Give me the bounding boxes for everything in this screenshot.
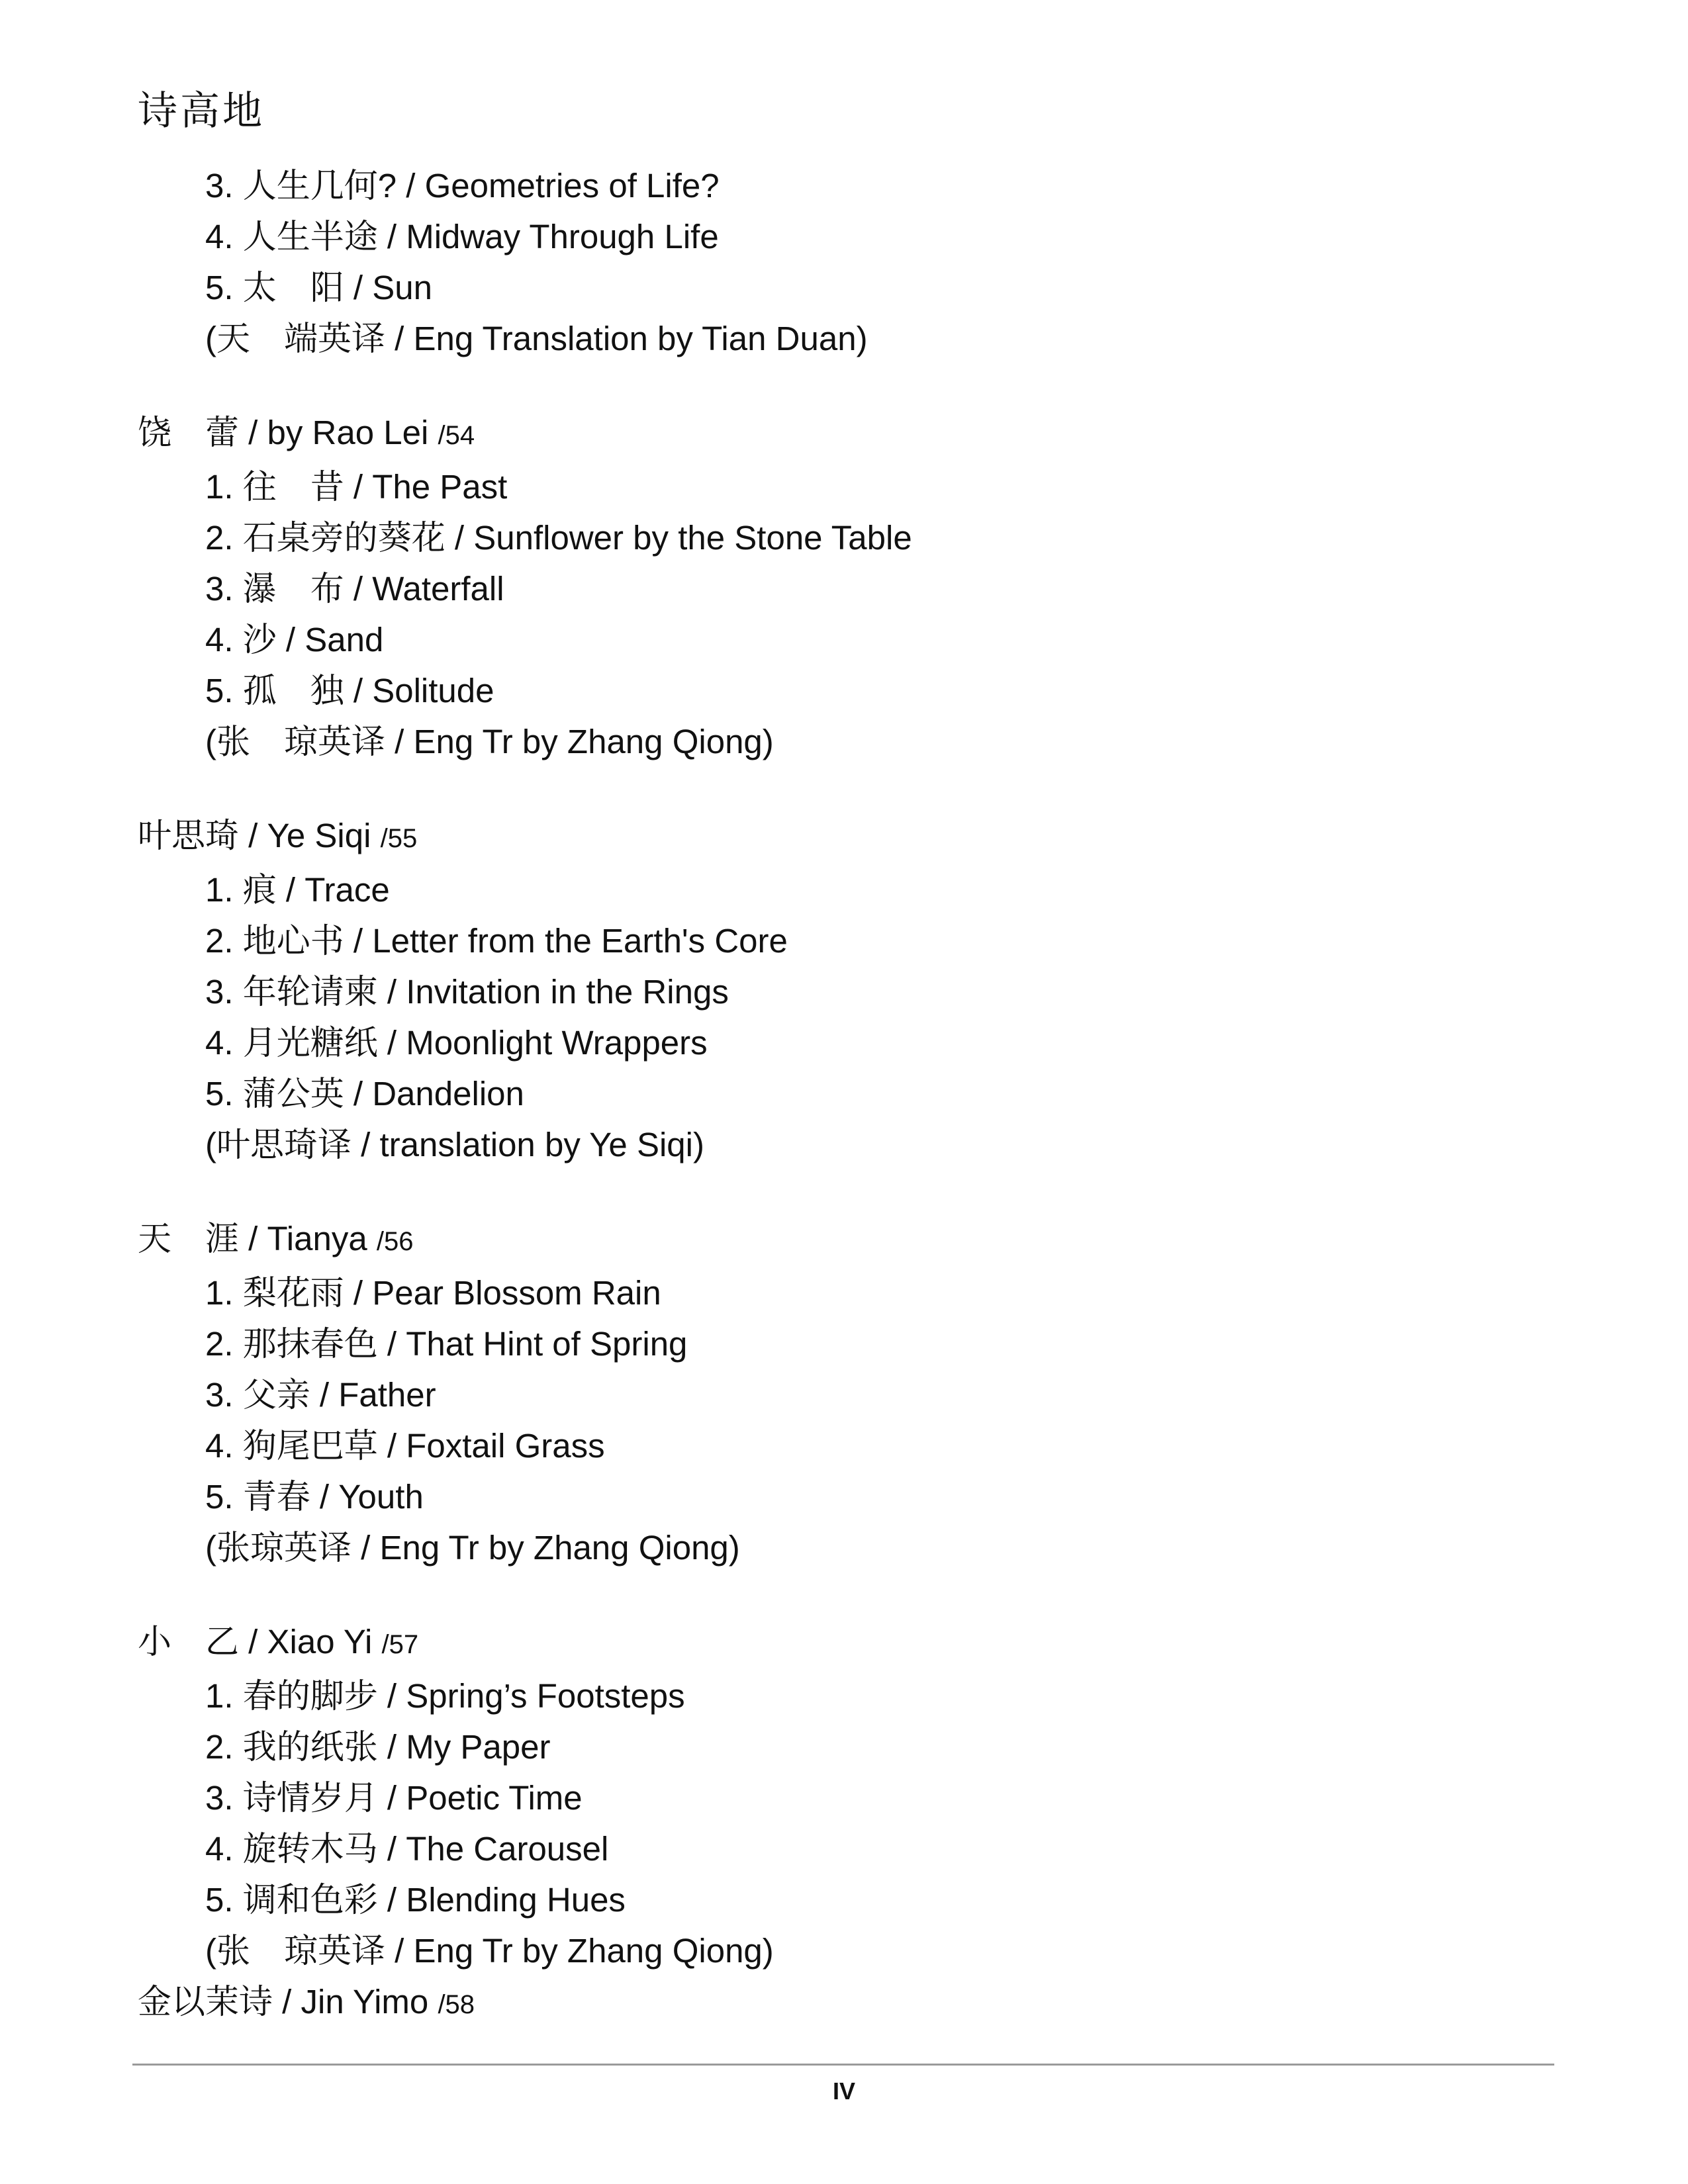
toc-item[interactable]: 1. 梨花雨 / Pear Blossom Rain [205, 1274, 661, 1312]
toc-author-entry[interactable] [138, 1616, 1528, 1670]
toc-item[interactable]: 1. 往 昔 / The Past [205, 468, 508, 506]
toc-translator-note: (张 琼英译 / Eng Tr by Zhang Qiong) [205, 723, 774, 760]
section-gap [138, 1170, 1528, 1213]
toc-author-entry[interactable] [138, 810, 1528, 864]
toc-item[interactable]: 1. 痕 / Trace [205, 871, 390, 909]
toc-author-entry[interactable] [138, 1213, 1528, 1267]
page-number: /57 [381, 1630, 419, 1659]
page-number: /56 [376, 1227, 414, 1256]
toc-item[interactable]: 3. 父亲 / Father [205, 1376, 436, 1414]
toc-item[interactable]: 5. 调和色彩 / Blending Hues [205, 1881, 626, 1919]
author-name: 饶 蕾 / by Rao Lei [138, 414, 438, 451]
toc-translator-note: (天 端英译 / Eng Translation by Tian Duan) [205, 320, 868, 357]
toc-item[interactable]: 4. 沙 / Sand [205, 621, 384, 659]
toc-item[interactable]: 3. 瀑 布 / Waterfall [205, 570, 504, 608]
page-footer-number: IV [832, 2077, 855, 2105]
toc-item[interactable]: 5. 青春 / Youth [205, 1478, 424, 1516]
toc-item[interactable]: 3. 人生几何? / Geometries of Life? [205, 167, 720, 205]
page-number: /54 [438, 421, 475, 450]
toc-translator-note: (张 琼英译 / Eng Tr by Zhang Qiong) [205, 1932, 774, 1970]
toc-author-entry[interactable] [138, 407, 1528, 461]
toc-item[interactable]: 4. 人生半途 / Midway Through Life [205, 218, 719, 255]
page-number: /55 [380, 824, 418, 853]
toc-item[interactable]: 4. 月光糖纸 / Moonlight Wrappers [205, 1024, 708, 1062]
page-number: /58 [438, 1990, 475, 2019]
toc-author-entry[interactable] [138, 1976, 1528, 2030]
toc-item[interactable]: 4. 旋转木马 / The Carousel [205, 1830, 609, 1868]
toc-item[interactable]: 1. 春的脚步 / Spring’s Footsteps [205, 1677, 685, 1715]
section-gap [138, 767, 1528, 810]
footer-divider [132, 2064, 1554, 2066]
toc-item[interactable]: 2. 那抹春色 / That Hint of Spring [205, 1325, 688, 1363]
section-gap [138, 1573, 1528, 1616]
toc-item[interactable]: 4. 狗尾巴草 / Foxtail Grass [205, 1427, 605, 1465]
toc-item[interactable]: 5. 蒲公英 / Dandelion [205, 1075, 524, 1113]
author-name: 叶思琦 / Ye Siqi [138, 817, 381, 854]
toc-translator-note: (叶思琦译 / translation by Ye Siqi) [205, 1126, 704, 1163]
author-name: 金以茉诗 / Jin Yimo [138, 1983, 438, 2021]
author-name: 小 乙 / Xiao Yi [138, 1623, 382, 1661]
toc-translator-note: (张琼英译 / Eng Tr by Zhang Qiong) [205, 1529, 740, 1567]
running-header-title: 诗高地 [138, 88, 265, 134]
toc-item[interactable]: 2. 我的纸张 / My Paper [205, 1728, 551, 1766]
toc-item[interactable]: 2. 地心书 / Letter from the Earth's Core [205, 922, 788, 960]
toc-item[interactable]: 5. 孤 独 / Solitude [205, 672, 494, 709]
author-name: 天 涯 / Tianya [138, 1220, 377, 1257]
toc-item[interactable]: 5. 太 阳 / Sun [205, 269, 432, 306]
table-of-contents [138, 160, 1528, 2030]
toc-item[interactable]: 3. 年轮请柬 / Invitation in the Rings [205, 973, 729, 1011]
toc-item[interactable]: 2. 石桌旁的葵花 / Sunflower by the Stone Table [205, 519, 912, 557]
section-gap [138, 364, 1528, 407]
toc-item[interactable]: 3. 诗情岁月 / Poetic Time [205, 1779, 583, 1817]
